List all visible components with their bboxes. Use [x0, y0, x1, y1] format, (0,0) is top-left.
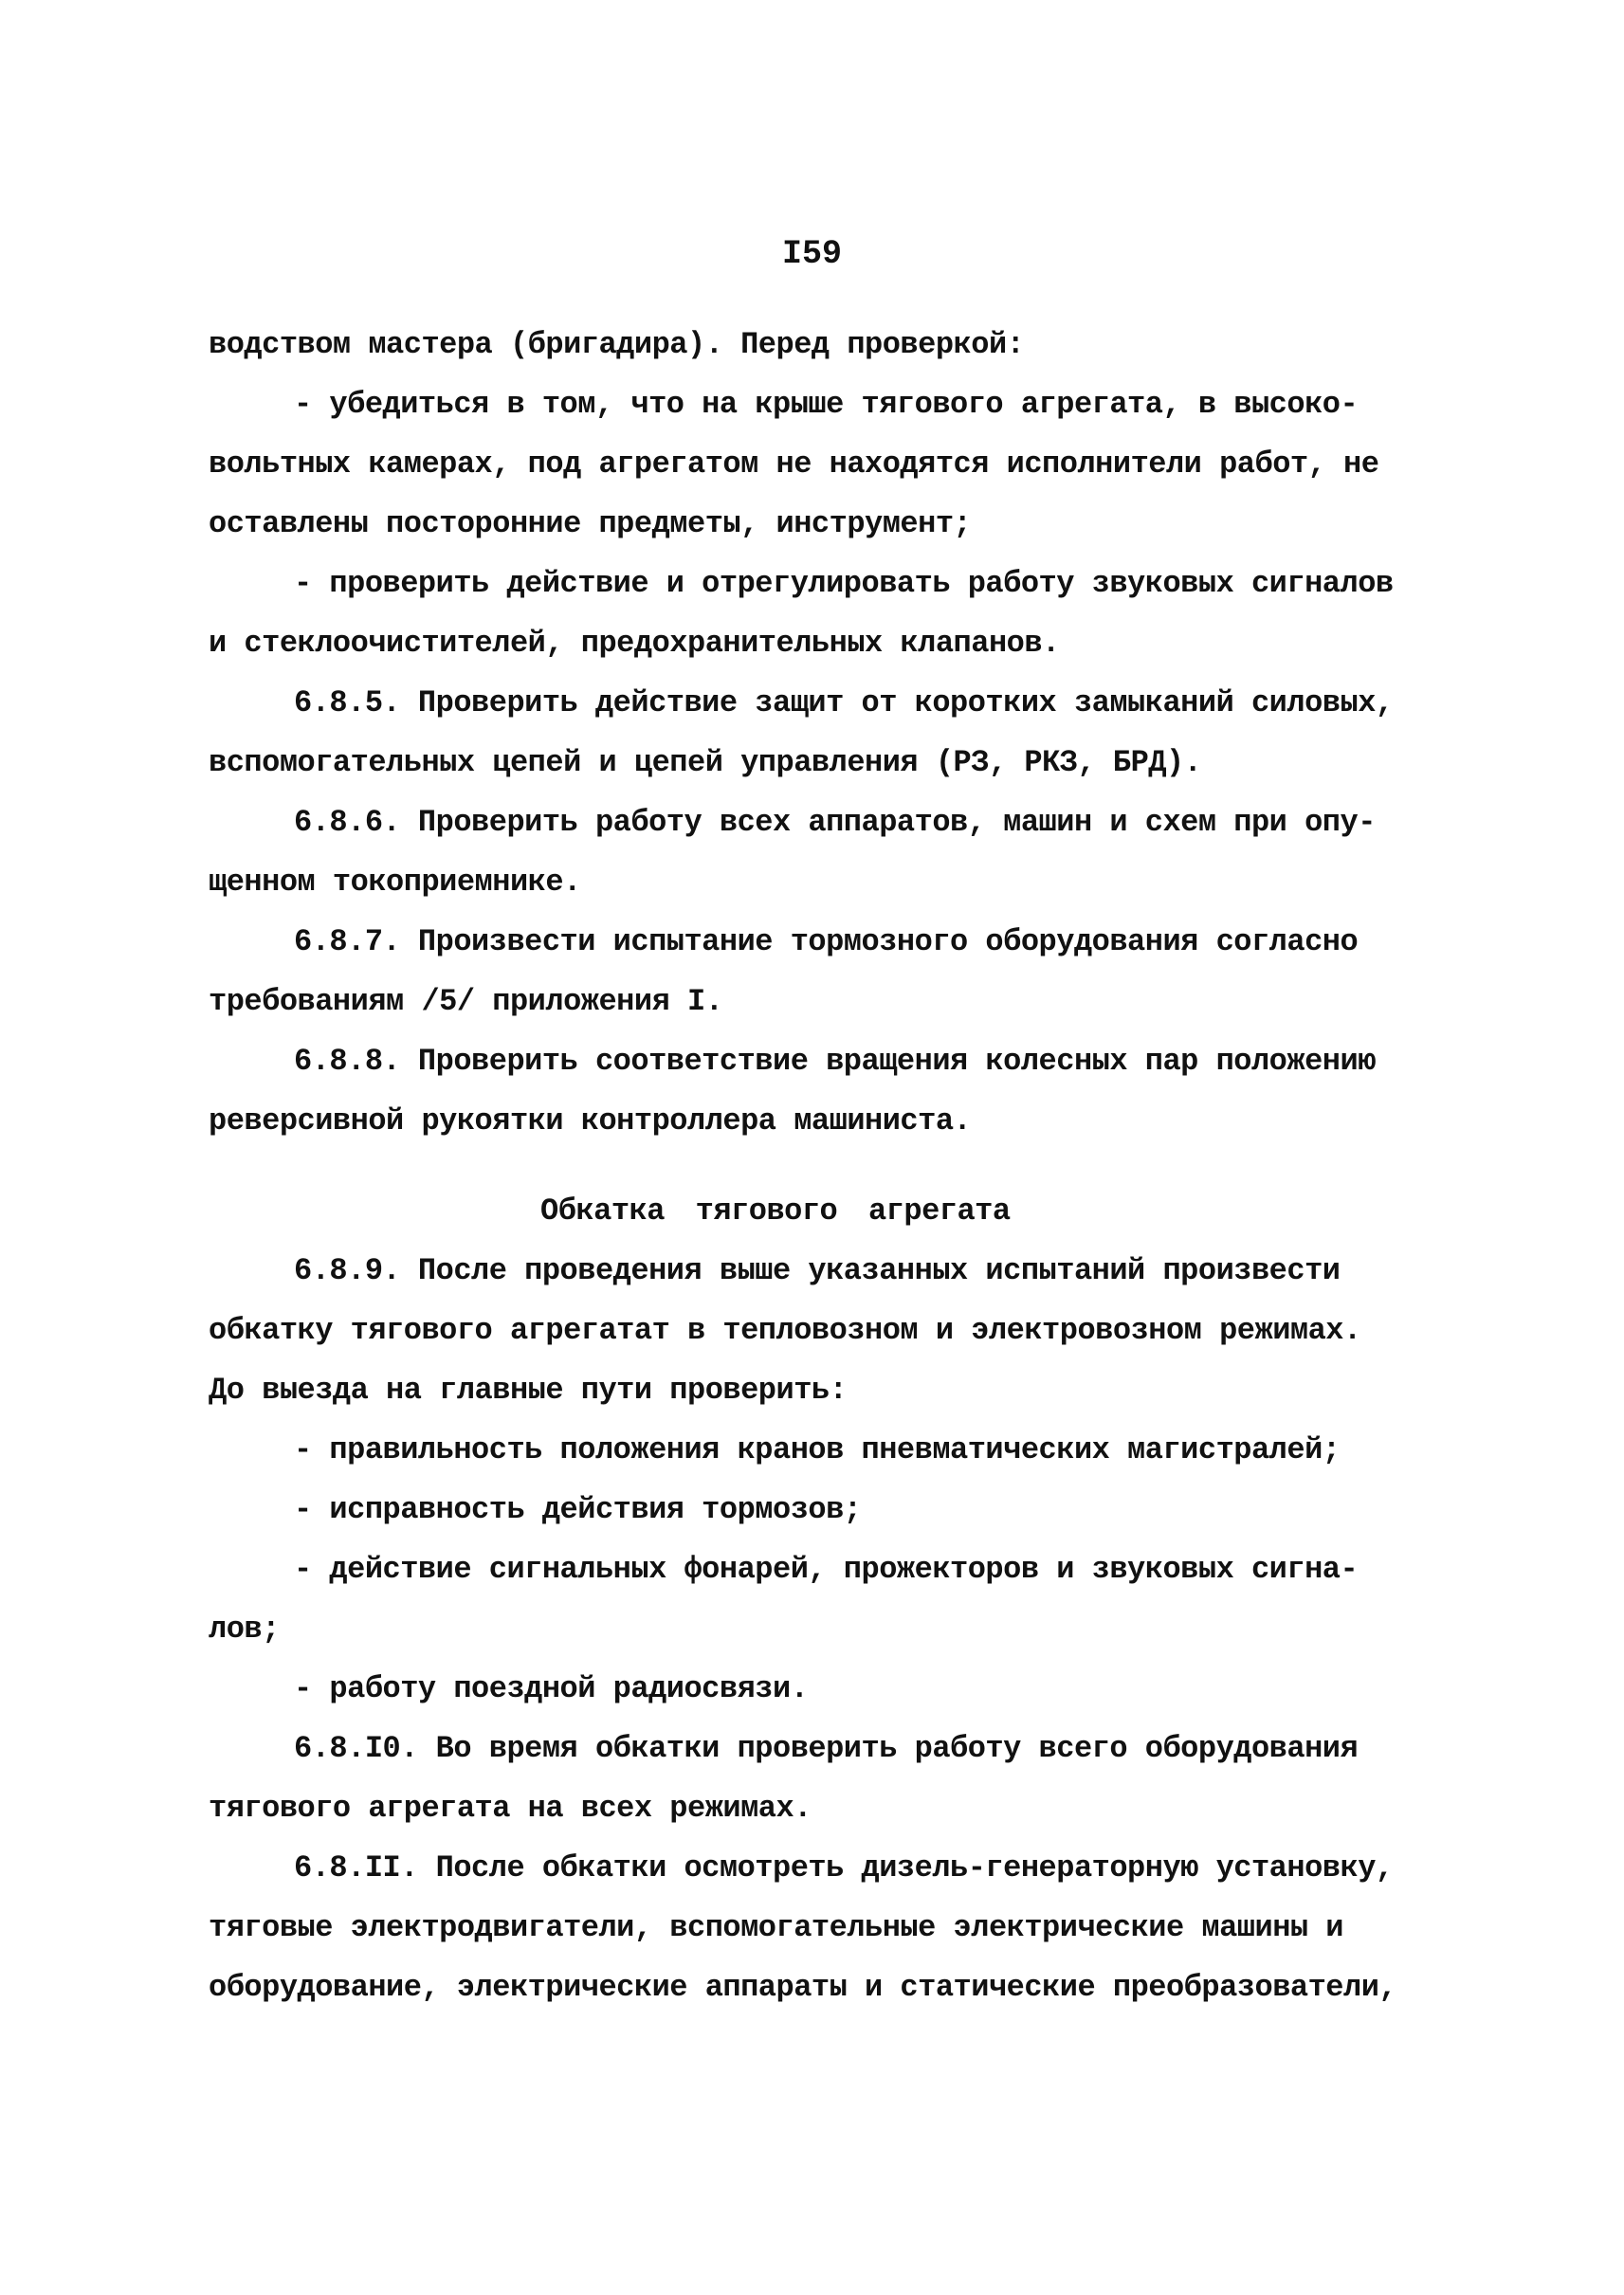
text-line: лов; [209, 1612, 280, 1647]
text-line: - убедиться в том, что на крыше тягового агрегата, в высоко- [294, 387, 1359, 422]
section-heading: Обкатка тягового агрегата [540, 1193, 1011, 1229]
text-line: реверсивной рукоятки контроллера машиниста. [209, 1103, 972, 1138]
body-text [209, 315, 1460, 2017]
page-number: I59 [781, 235, 842, 273]
text-line: - действие сигнальных фонарей, прожекторов и звуковых сигна- [294, 1552, 1359, 1587]
text-line: До выезда на главные пути проверить: [209, 1373, 848, 1408]
text-line: 6.8.8. Проверить соответствие вращения колесных пар положению [294, 1044, 1376, 1079]
text-line: - проверить действие и отрегулировать работу звуковых сигналов [294, 566, 1394, 601]
text-line: оставлены посторонние предметы, инструмент; [209, 506, 972, 541]
text-line: 6.8.II. После обкатки осмотреть дизель-генераторную установку, [294, 1850, 1394, 1885]
text-line: - исправность действия тормозов; [294, 1492, 862, 1527]
text-line: 6.8.I0. Во время обкатки проверить работу всего оборудования [294, 1731, 1359, 1766]
text-line: вспомогательных цепей и цепей управления (РЗ, РКЗ, БРД). [209, 745, 1202, 780]
text-line: оборудование, электрические аппараты и статические преобразователи, [209, 1970, 1397, 2005]
text-line: и стеклоочистителей, предохранительных клапанов. [209, 626, 1060, 661]
text-line: требованиям /5/ приложения I. [209, 984, 723, 1019]
text-line: 6.8.5. Проверить действие защит от коротких замыканий силовых, [294, 685, 1394, 720]
text-line: обкатку тягового агрегатат в тепловозном и электровозном режимах. [209, 1313, 1361, 1348]
text-line: щенном токоприемнике. [209, 865, 581, 900]
text-line: тяговые электродвигатели, вспомогательные электрические машины и [209, 1910, 1343, 1945]
text-line: - правильность положения кранов пневматических магистралей; [294, 1432, 1341, 1467]
text-line: - работу поездной радиосвязи. [294, 1671, 809, 1706]
text-line: 6.8.7. Произвести испытание тормозного оборудования согласно [294, 924, 1359, 959]
text-line: 6.8.9. После проведения выше указанных испытаний произвести [294, 1253, 1341, 1288]
text-line: вольтных камерах, под агрегатом не находятся исполнители работ, не [209, 446, 1379, 482]
text-line: 6.8.6. Проверить работу всех аппаратов, машин и схем при опу- [294, 805, 1376, 840]
text-line: тягового агрегата на всех режимах. [209, 1791, 812, 1826]
text-line: водством мастера (бригадира). Перед проверкой: [209, 327, 1025, 362]
